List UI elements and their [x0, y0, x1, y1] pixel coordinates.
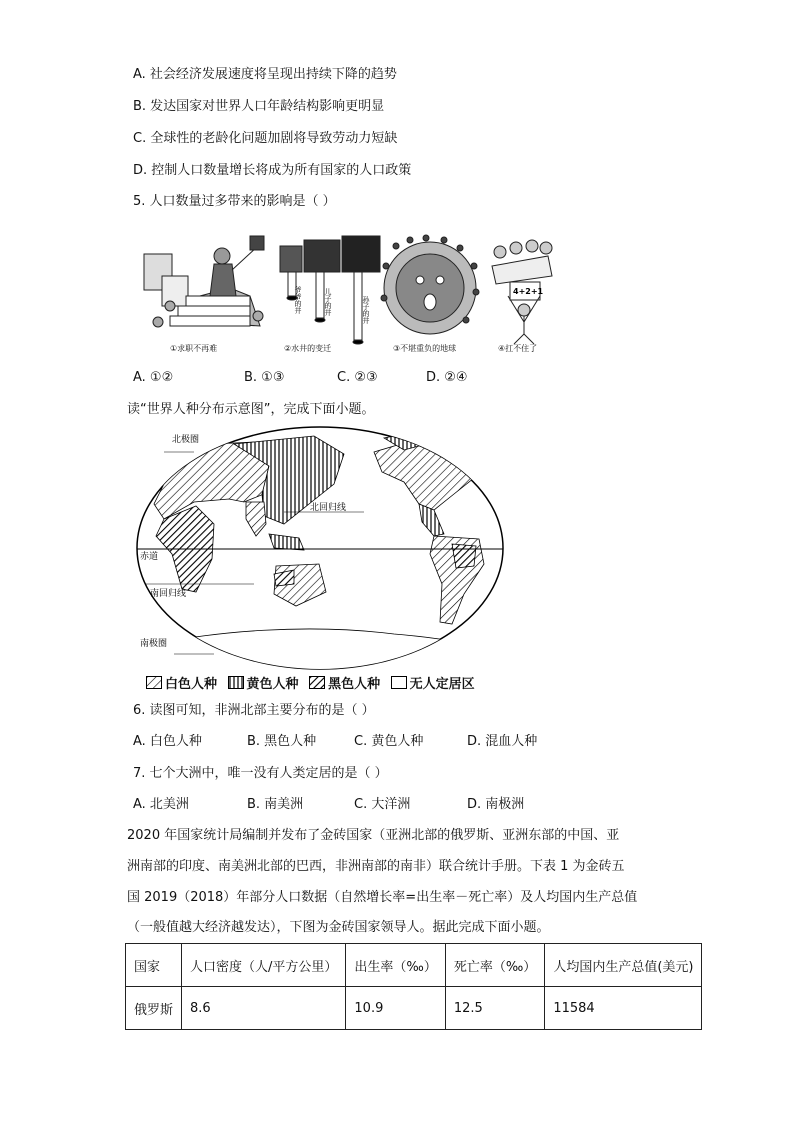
label-arctic-circle: 北极圈 — [172, 435, 200, 445]
q4-option-b: B. 发达国家对世界人口年龄结构影响更明显 — [133, 99, 385, 114]
legend-yellow-swatch — [228, 676, 244, 689]
q7-option-b: B. 南美洲 — [247, 797, 304, 812]
q4-option-c: C. 全球性的老龄化问题加剧将导致劳动力短缺 — [133, 131, 398, 146]
legend-black-swatch — [309, 676, 325, 689]
map-intro: 读“世界人种分布示意图”，完成下面小题。 — [127, 402, 375, 417]
legend-white-swatch — [146, 676, 162, 689]
q5-option-a: A. ①② — [133, 370, 174, 385]
q6-option-d: D. 混血人种 — [467, 734, 538, 749]
legend-uninhabited-label: 无人定居区 — [409, 677, 475, 692]
q6-option-c: C. 黄色人种 — [354, 734, 424, 749]
legend-uninhabited — [391, 673, 475, 692]
caption-1: ①求职不再难 — [170, 344, 218, 353]
label-tropic-south: 南回归线 — [150, 589, 187, 599]
table-header-cell: 人均国内生产总值(美元) — [545, 944, 702, 987]
table-intro-line-1: 2020 年国家统计局编制并发布了金砖国家（亚洲北部的俄罗斯、亚洲东部的中国、亚 — [127, 828, 620, 843]
cartoon-strip — [140, 226, 560, 356]
q6-option-b: B. 黑色人种 — [247, 734, 317, 749]
well-label-1: 爷爷的井 — [294, 286, 302, 314]
caption-3: ③不堪重负的地球 — [393, 344, 457, 353]
q7-option-d: D. 南极洲 — [467, 797, 525, 812]
table-header-row — [126, 944, 702, 987]
q6-stem: 6. 读图可知，非洲北部主要分布的是（ ） — [133, 703, 375, 718]
table-cell: 8.6 — [182, 987, 346, 1030]
box-label: 4+2+1 — [513, 287, 544, 296]
q7-option-a: A. 北美洲 — [133, 797, 189, 812]
legend-yellow — [228, 673, 299, 692]
table-header-cell: 出生率（‰） — [346, 944, 445, 987]
caption-2: ②水井的变迁 — [284, 344, 332, 353]
q5-stem: 5. 人口数量过多带来的影响是（ ） — [133, 194, 336, 209]
q6-option-a: A. 白色人种 — [133, 734, 202, 749]
table-cell: 11584 — [545, 987, 702, 1030]
map-legend — [146, 673, 481, 692]
q7-stem: 7. 七个大洲中，唯一没有人类定居的是（ ） — [133, 766, 388, 781]
cartoon-panel-1 — [144, 236, 264, 327]
world-race-map — [134, 424, 506, 672]
table-header-cell: 国家 — [126, 944, 182, 987]
q5-option-c: C. ②③ — [337, 370, 378, 385]
table-intro-line-3: 国 2019（2018）年部分人口数据（自然增长率=出生率－死亡率）及人均国内生产总值 — [127, 890, 638, 905]
population-table — [125, 943, 702, 1030]
label-antarctic-circle: 南极圈 — [140, 639, 168, 649]
table-cell: 10.9 — [346, 987, 445, 1030]
table-intro-line-2: 洲南部的印度、南美洲北部的巴西，非洲南部的南非）联合统计手册。下表 1 为金砖五 — [127, 859, 625, 874]
legend-white — [146, 673, 217, 692]
table-header-cell: 人口密度（人/平方公里） — [182, 944, 346, 987]
well-label-3: 孙子的井 — [362, 296, 370, 324]
legend-white-label: 白色人种 — [165, 677, 218, 692]
q4-option-d: D. 控制人口数量增长将成为所有国家的人口政策 — [133, 163, 412, 178]
caption-4: ④扛不住了 — [498, 344, 538, 353]
q4-option-a: A. 社会经济发展速度将呈现出持续下降的趋势 — [133, 67, 397, 82]
table-intro-line-4: （一般值越大经济越发达），下图为金砖国家领导人。据此完成下面小题。 — [127, 920, 550, 935]
label-tropic-north: 北回归线 — [310, 503, 347, 513]
legend-black-label: 黑色人种 — [328, 677, 381, 692]
table-header-cell: 死亡率（‰） — [445, 944, 544, 987]
q5-option-b: B. ①③ — [244, 370, 285, 385]
cartoon-panel-3 — [381, 235, 479, 334]
q5-option-d: D. ②④ — [426, 370, 468, 385]
well-label-2: 儿子的井 — [324, 288, 332, 316]
table-cell: 俄罗斯 — [126, 987, 182, 1030]
table-cell: 12.5 — [445, 987, 544, 1030]
label-equator: 赤道 — [140, 552, 159, 562]
legend-yellow-label: 黄色人种 — [246, 677, 299, 692]
legend-black — [309, 673, 380, 692]
q7-option-c: C. 大洋洲 — [354, 797, 411, 812]
legend-uninhabited-swatch — [391, 676, 407, 689]
table-row — [126, 987, 702, 1030]
